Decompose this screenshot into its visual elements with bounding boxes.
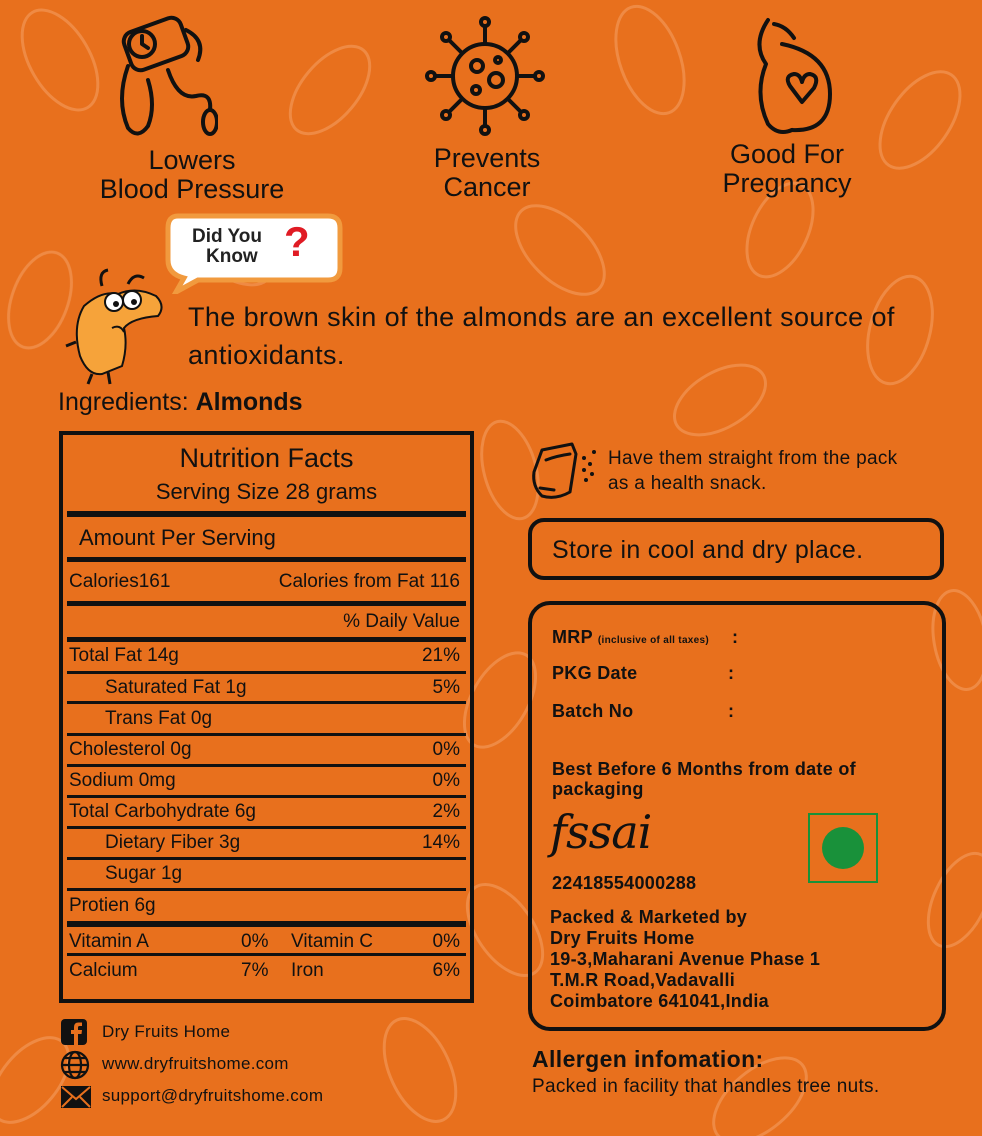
blood-pressure-monitor-icon [108, 10, 218, 140]
row-divider [67, 826, 466, 829]
website-link[interactable]: www.dryfruitshome.com [102, 1054, 289, 1073]
calories-value: Calories161 [69, 571, 171, 592]
row-divider [67, 701, 466, 704]
batch-label: Batch No [552, 701, 634, 721]
mrp-label: MRP (inclusive of all taxes) [552, 627, 710, 647]
product-info-box [528, 601, 946, 1031]
ingredients [58, 388, 303, 417]
nutrient-row-trans-fat: Trans Fat 0g [105, 708, 213, 729]
storage-instruction: Store in cool and dry place. [552, 536, 864, 564]
row-divider [67, 795, 466, 798]
thick-divider [67, 511, 466, 517]
benefit-label-pregnancy: Good For Pregnancy [722, 139, 852, 198]
facebook-name[interactable]: Dry Fruits Home [102, 1022, 231, 1041]
serving-size: Serving Size 28 grams [155, 479, 378, 504]
snack-tip: Have them straight from the pack as a health snack. [608, 448, 898, 494]
vitamin-row-2: Calcium 7% Iron 6% [69, 960, 460, 981]
thick-divider [67, 637, 466, 642]
allergen-text: Packed in facility that handles tree nuts. [532, 1076, 880, 1097]
mail-icon [60, 1085, 92, 1109]
manufacturer-address: Packed & Marketed by Dry Fruits Home 19-3,Maharani Avenue Phase 1 T.M.R Road,Vadavalli Coimbatore 641041,India [550, 907, 821, 1011]
nutrient-row-cholesterol: Cholesterol 0g 0% [69, 739, 460, 760]
row-divider [67, 671, 466, 674]
row-divider [67, 888, 466, 891]
nutrient-row-saturated-fat: Saturated Fat 1g 5% [105, 677, 460, 698]
batch-colon: : [728, 701, 735, 721]
vegetarian-mark-icon [808, 813, 878, 883]
allergen-title: Allergen infomation: [532, 1046, 764, 1072]
nutrient-row-protein: Protien 6g [69, 895, 156, 916]
row-divider [67, 857, 466, 860]
did-you-know-fact: The brown skin of the almonds are an excellent source of antioxidants. [188, 302, 895, 370]
row-divider [67, 764, 466, 767]
benefit-label-cancer: Prevents Cancer [433, 143, 541, 202]
virus-icon [422, 14, 548, 138]
pkg-date-colon: : [728, 663, 735, 683]
nutrition-title: Nutrition Facts [179, 443, 354, 473]
question-mark: ? [284, 218, 310, 265]
nutrient-row-dietary-fiber: Dietary Fiber 3g 14% [105, 832, 460, 853]
row-divider [67, 953, 466, 956]
benefit-label-blood-pressure: Lowers Blood Pressure [99, 145, 285, 204]
fssai-number: 22418554000288 [552, 873, 697, 893]
snack-pack-icon [526, 440, 602, 502]
email-link[interactable]: support@dryfruitshome.com [102, 1086, 324, 1105]
pkg-date-label: PKG Date [552, 663, 638, 683]
row-divider [67, 733, 466, 736]
nutrient-row-sodium: Sodium 0mg 0% [69, 770, 460, 791]
amount-per-serving: Amount Per Serving [79, 525, 276, 550]
did-you-know-bubble [158, 208, 344, 294]
calories-row [69, 571, 460, 593]
nutrition-facts-table: Nutrition Facts Serving Size 28 grams Amount Per Serving Calories161 Calories from Fat 116 % Daily Value Total Fat 14g 21% Saturated Fat 1g 5% Trans Fat 0g Cholesterol 0g 0% Sodium 0mg 0% Total Carbohydrate 6g 2% Dietary Fiber 3g 14% Sugar 1g Protien 6g Vitamin A 0% Vitamin C 0% Calcium 7% Iron 6% [59, 431, 474, 1003]
fssai-logo: fssai [550, 805, 652, 859]
globe-icon [60, 1050, 90, 1080]
thick-divider [67, 601, 466, 606]
storage-instruction-box [528, 518, 944, 580]
vitamin-row-1: Vitamin A 0% Vitamin C 0% [69, 931, 460, 952]
nutrient-row-carbohydrate: Total Carbohydrate 6g 2% [69, 801, 460, 822]
ingredients-label: Ingredients: [58, 388, 189, 416]
mrp-colon: : [732, 627, 739, 647]
thick-divider [67, 921, 466, 927]
did-you-know-line2: Know [206, 246, 258, 267]
thick-divider [67, 557, 466, 562]
nutrient-row-sugar: Sugar 1g [105, 863, 183, 884]
did-you-know-line1: Did You [192, 226, 263, 247]
calories-from-fat: Calories from Fat 116 [278, 571, 460, 592]
best-before: Best Before 6 Months from date of packaging [552, 759, 856, 799]
ingredients-value: Almonds [195, 388, 303, 416]
dog-mascot-icon [62, 266, 172, 386]
nutrient-row-total-fat: Total Fat 14g 21% [69, 645, 460, 666]
pregnancy-icon [748, 14, 838, 136]
facebook-icon [60, 1018, 88, 1046]
